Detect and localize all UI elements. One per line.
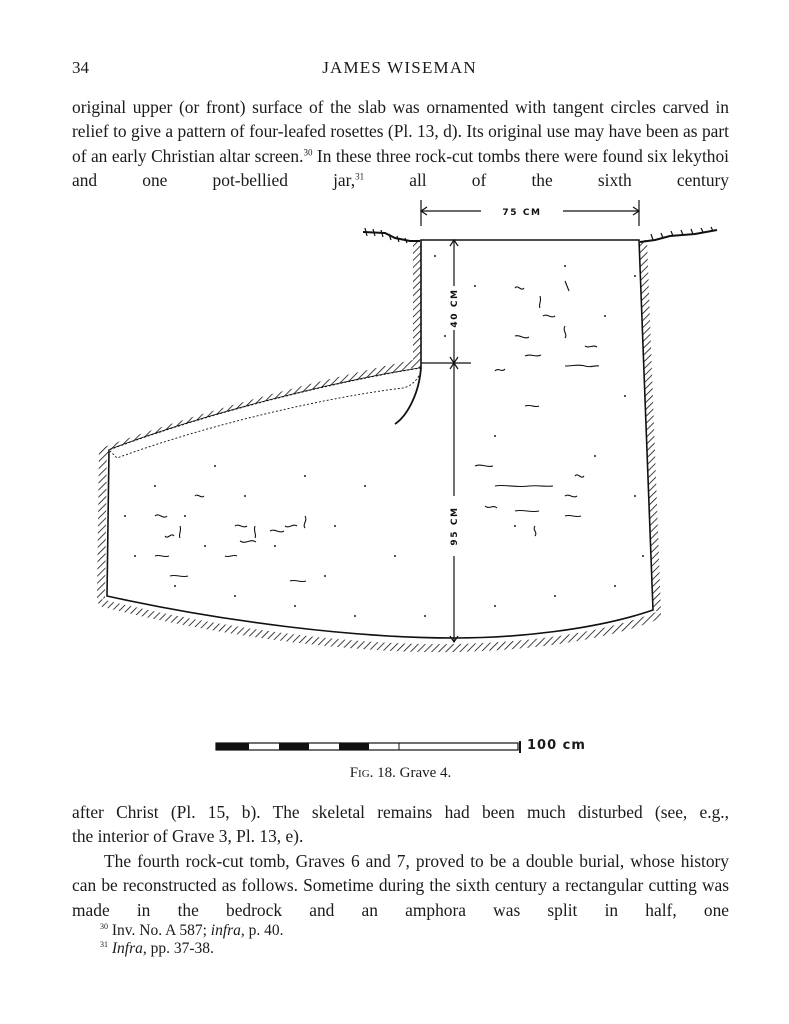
running-head: [72, 58, 727, 82]
footnote-31-italic: Infra,: [111, 940, 147, 957]
figure-caption-text: Grave 4.: [399, 765, 452, 781]
footnote-30-text-b: p. 40.: [244, 922, 284, 939]
footnote-ref-31: 31: [355, 171, 365, 182]
footnote-30-number: 30: [100, 922, 108, 931]
grave-cavity: [107, 240, 653, 638]
footnote-31-text-b: pp. 37-38.: [146, 940, 214, 957]
chamber-end-hatch: [97, 446, 107, 600]
paragraph-2-line-1: after Christ (Pl. 15, b). The skeletal remains had been much disturbed (see, e.g.,: [72, 802, 729, 822]
shaft-wall-left: [413, 240, 421, 368]
footnote-ref-30: 30: [303, 147, 313, 158]
scale-bar-graphic: [215, 741, 525, 755]
paragraph-3: The fourth rock-cut tomb, Graves 6 and 7, proved to be a double burial, whose history can be reconstructed as follows. Sometime during the sixth century a rectangular cutting was made in the bedrock and an amphora was split in half, one: [72, 850, 729, 920]
footnote-30-italic: infra,: [210, 922, 245, 939]
paragraph-1-part-b: In these three rock-cut tombs there were found six lekythoi and one pot-bellied jar,: [72, 145, 729, 191]
footnote-30: [100, 922, 284, 940]
dimension-width-label: 75 CM: [502, 208, 542, 218]
paragraph-1-part-a: original upper (or front) surface of the slab was ornamented with tangent circles carved in relief to give a pattern of four-leafed rosettes (Pl. 13, d). Its original use may have been as part of an early Christian altar screen.: [72, 97, 729, 166]
footnote-30-text-a: Inv. No. A 587;: [111, 922, 211, 939]
paragraph-2: [72, 800, 729, 922]
running-title: JAMES WISEMAN: [322, 58, 477, 77]
paragraph-2-line-2: the interior of Grave 3, Pl. 13, e).: [72, 826, 304, 847]
paragraph-1-part-c: all of the sixth century: [364, 170, 729, 191]
paragraph-1-text: [72, 95, 729, 193]
dimension-upper-label: 40 CM: [450, 288, 460, 328]
page-number: 34: [72, 58, 89, 77]
footnote-31: [100, 940, 284, 958]
grave-plan-svg: [95, 196, 735, 666]
scale-bar: [215, 738, 595, 758]
figure-caption-number: Fig. 18.: [349, 765, 396, 781]
grave-4-plan-drawing: [95, 196, 735, 666]
figure-caption: [72, 765, 729, 782]
paragraph-1: [72, 95, 729, 193]
footnotes: [100, 922, 284, 958]
dimension-lower-label: 95 CM: [450, 506, 460, 546]
scale-bar-label: 100 cm: [527, 738, 586, 753]
footnote-31-number: 31: [100, 940, 108, 949]
